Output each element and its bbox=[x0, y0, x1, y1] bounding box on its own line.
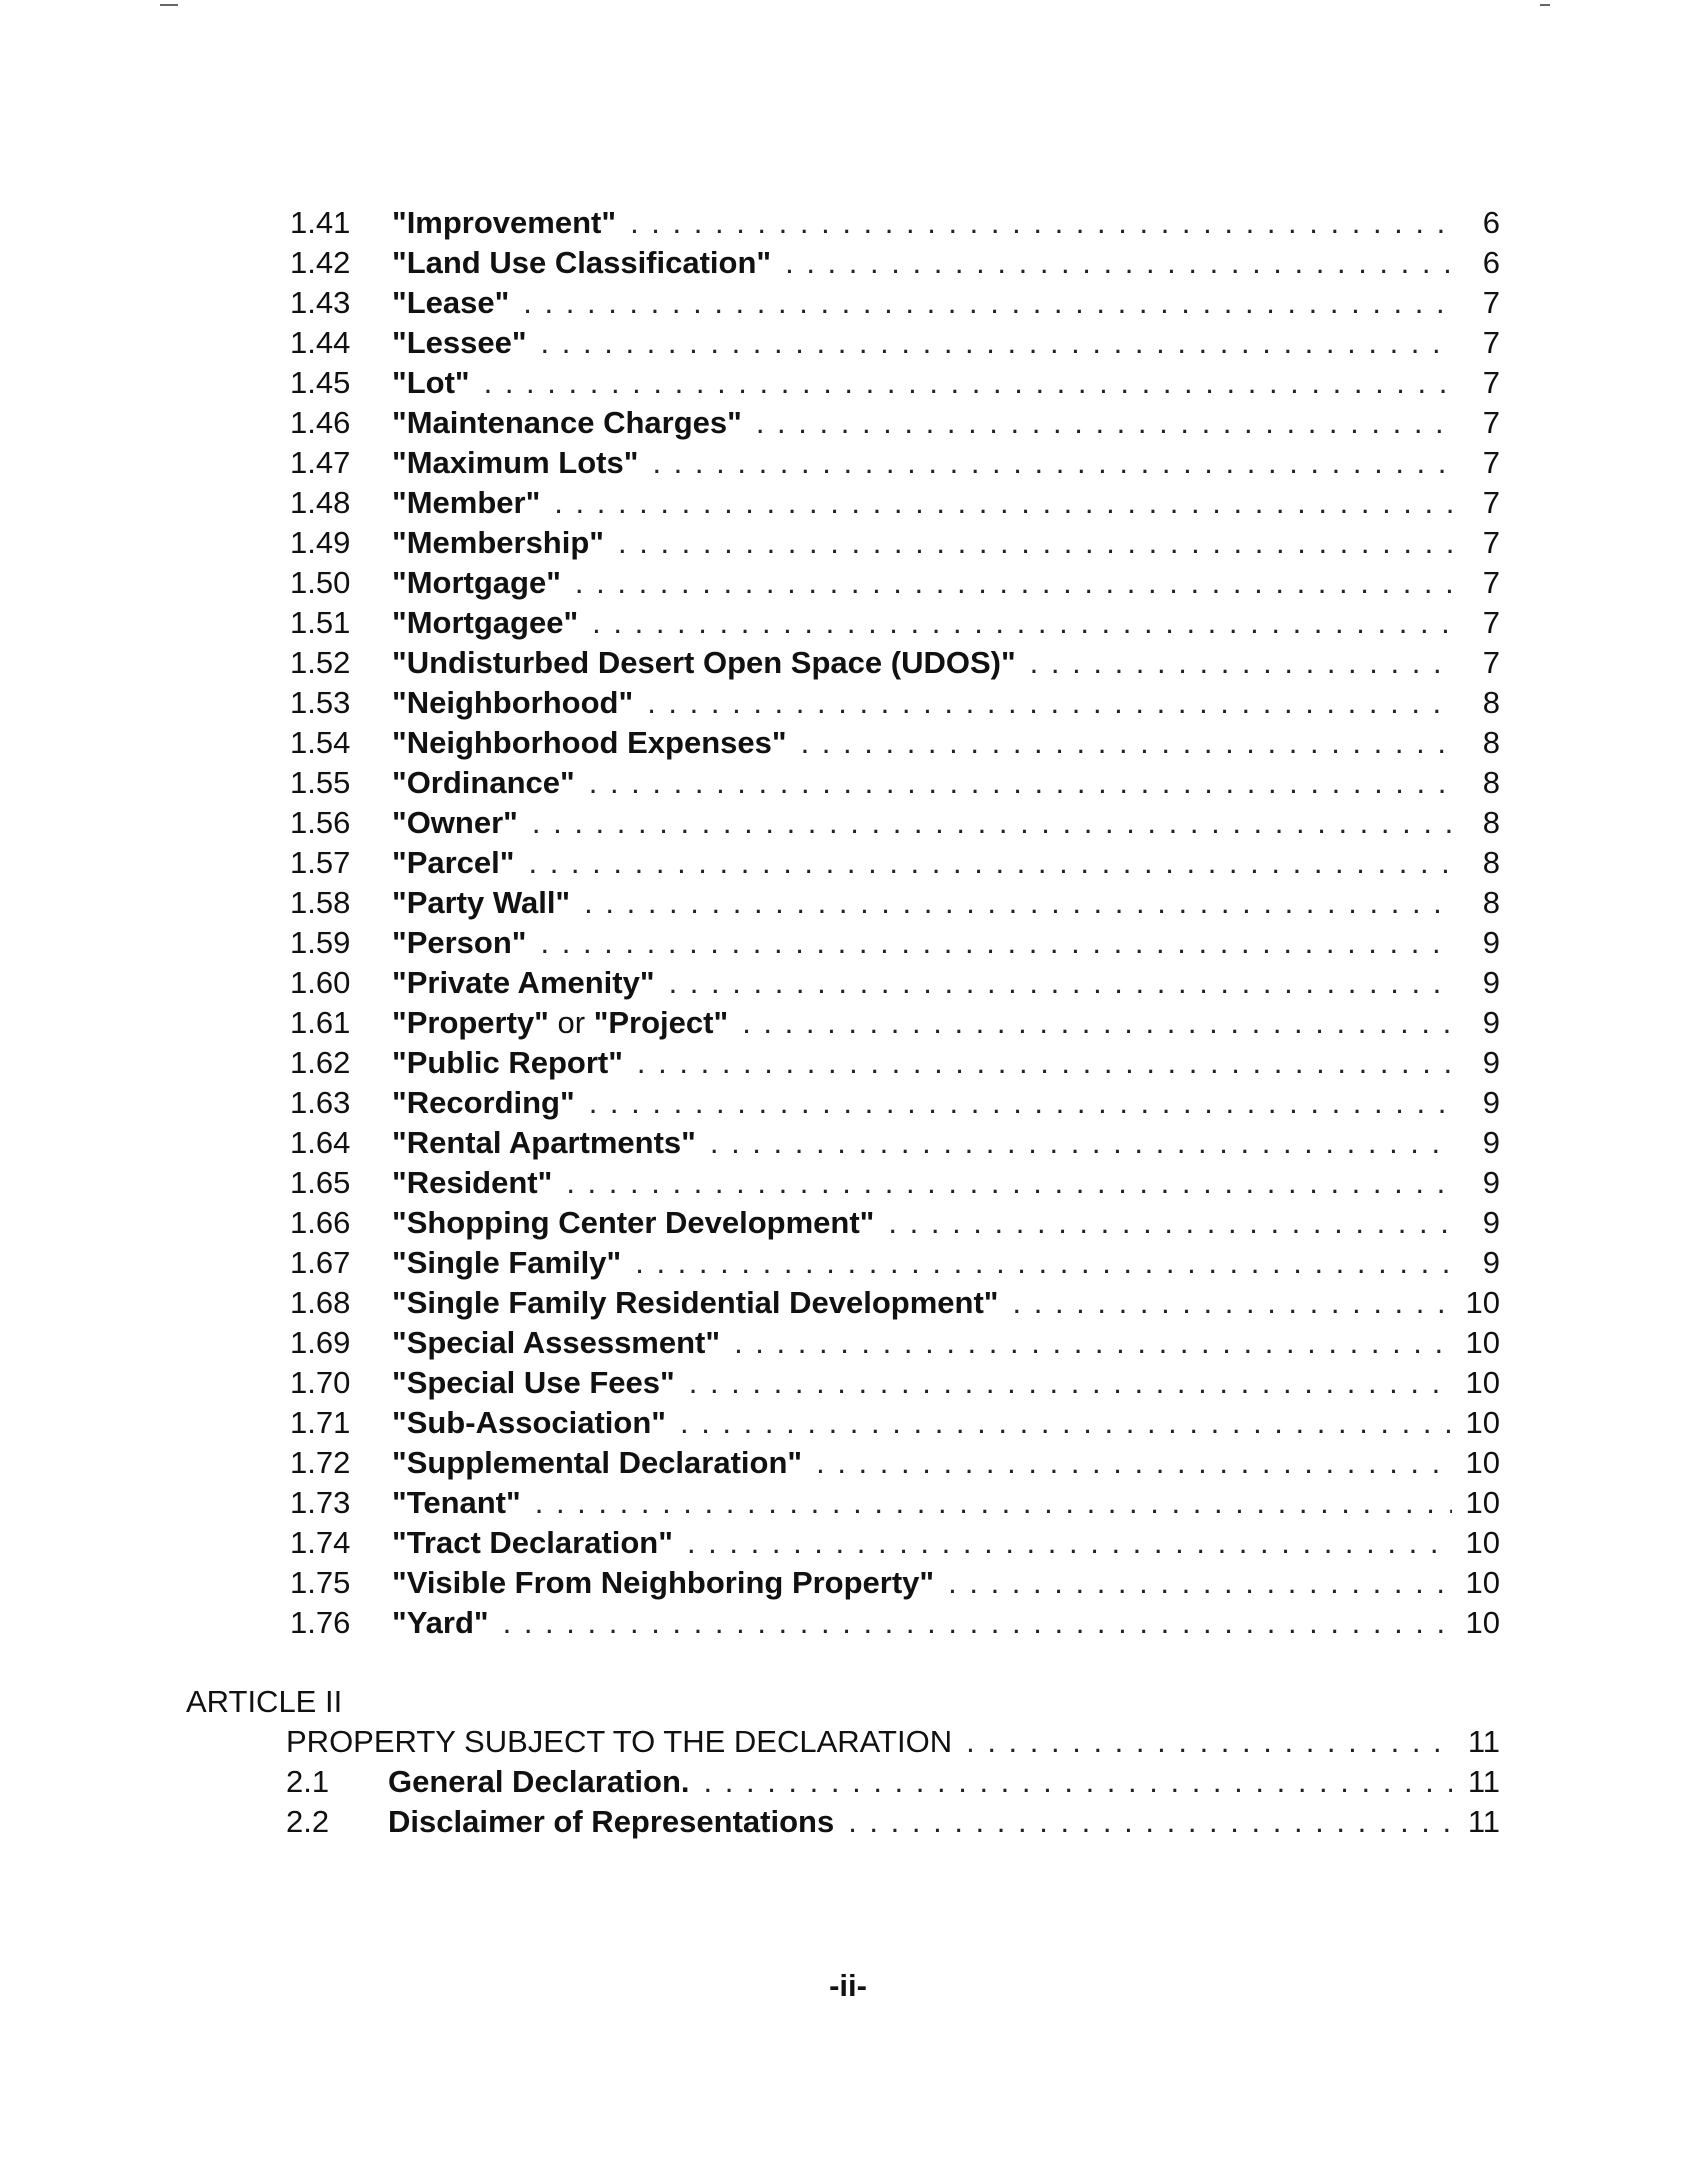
entry-page: 11 bbox=[1467, 1764, 1500, 1799]
entry-title: "Mortgage" bbox=[392, 565, 561, 600]
entry-page: 6 bbox=[1482, 245, 1500, 280]
entry-page: 7 bbox=[1482, 565, 1500, 600]
dot-leader bbox=[541, 323, 1452, 363]
dot-leader bbox=[689, 1363, 1452, 1403]
article-label: ARTICLE II bbox=[186, 1684, 343, 1719]
toc-entry[interactable] bbox=[290, 683, 1500, 723]
entry-number: 1.45 bbox=[290, 365, 351, 400]
dot-leader bbox=[635, 1243, 1452, 1283]
toc-entry[interactable] bbox=[290, 1243, 1500, 1283]
entry-number: 1.54 bbox=[290, 725, 351, 760]
dot-leader bbox=[637, 1043, 1452, 1083]
entry-number: 1.63 bbox=[290, 1085, 351, 1120]
toc-entry[interactable] bbox=[290, 1163, 1500, 1203]
entry-title: "Resident" bbox=[392, 1165, 553, 1200]
entry-page: 7 bbox=[1482, 525, 1500, 560]
entry-page: 7 bbox=[1482, 285, 1500, 320]
entry-page: 7 bbox=[1482, 405, 1500, 440]
toc-entry[interactable] bbox=[290, 603, 1500, 643]
entry-title: "Maximum Lots" bbox=[392, 445, 639, 480]
entry-number: 1.66 bbox=[290, 1205, 351, 1240]
entry-page: 9 bbox=[1482, 1085, 1500, 1120]
entry-page: 10 bbox=[1465, 1605, 1500, 1640]
entry-title: "Yard" bbox=[392, 1605, 489, 1640]
dot-leader bbox=[652, 443, 1452, 483]
toc-entry[interactable] bbox=[290, 643, 1500, 683]
entry-title-conjunction: or bbox=[548, 1005, 594, 1040]
toc-entry[interactable] bbox=[290, 1603, 1500, 1643]
entry-number: 1.64 bbox=[290, 1125, 351, 1160]
dot-leader bbox=[669, 963, 1452, 1003]
toc-entry[interactable] bbox=[290, 243, 1500, 283]
dot-leader bbox=[966, 1722, 1452, 1762]
toc-entry[interactable] bbox=[290, 803, 1500, 843]
toc-entry[interactable] bbox=[286, 1762, 1500, 1802]
entry-page: 7 bbox=[1482, 445, 1500, 480]
toc-entry[interactable] bbox=[290, 1123, 1500, 1163]
dot-leader bbox=[523, 283, 1452, 323]
dot-leader bbox=[647, 683, 1452, 723]
toc-entry[interactable] bbox=[290, 1083, 1500, 1123]
entry-page: 10 bbox=[1465, 1365, 1500, 1400]
entry-number: 1.69 bbox=[290, 1325, 351, 1360]
entry-page: 10 bbox=[1465, 1325, 1500, 1360]
entry-number: 1.51 bbox=[290, 605, 351, 640]
toc-entry[interactable] bbox=[290, 483, 1500, 523]
entry-number: 1.55 bbox=[290, 765, 351, 800]
entry-title: "Visible From Neighboring Property" bbox=[392, 1565, 935, 1600]
entry-number: 1.59 bbox=[290, 925, 351, 960]
entry-page: 8 bbox=[1482, 885, 1500, 920]
entry-page: 8 bbox=[1482, 725, 1500, 760]
entry-number: 1.52 bbox=[290, 645, 351, 680]
dot-leader bbox=[484, 363, 1452, 403]
entry-page: 8 bbox=[1482, 685, 1500, 720]
entry-page: 10 bbox=[1465, 1485, 1500, 1520]
entry-number: 1.57 bbox=[290, 845, 351, 880]
dot-leader bbox=[801, 723, 1452, 763]
entry-title: "Mortgagee" bbox=[392, 605, 579, 640]
entry-number: 1.65 bbox=[290, 1165, 351, 1200]
dot-leader bbox=[592, 603, 1452, 643]
entry-title: "Land Use Classification" bbox=[392, 245, 772, 280]
dot-leader bbox=[618, 523, 1452, 563]
entry-number: 1.76 bbox=[290, 1605, 351, 1640]
entry-title: "Shopping Center Development" bbox=[392, 1205, 875, 1240]
dot-leader bbox=[1030, 643, 1452, 683]
entry-title: "Membership" bbox=[392, 525, 604, 560]
toc-entry[interactable] bbox=[290, 443, 1500, 483]
toc-entry[interactable] bbox=[290, 1203, 1500, 1243]
entry-number: 1.72 bbox=[290, 1445, 351, 1480]
entry-title: "Lot" bbox=[392, 365, 470, 400]
dot-leader bbox=[554, 483, 1452, 523]
dot-leader bbox=[680, 1403, 1452, 1443]
entry-title: "Special Use Fees" bbox=[392, 1365, 675, 1400]
toc-entry[interactable] bbox=[290, 203, 1500, 243]
entry-number: 2.1 bbox=[286, 1764, 330, 1799]
entry-number: 1.44 bbox=[290, 325, 351, 360]
entry-title: "Single Family" bbox=[392, 1245, 622, 1280]
entry-title: "Party Wall" bbox=[392, 885, 571, 920]
dot-leader bbox=[734, 1323, 1451, 1363]
dot-leader bbox=[710, 1123, 1452, 1163]
dot-leader bbox=[584, 883, 1452, 923]
dot-leader bbox=[575, 563, 1452, 603]
entry-number: 1.49 bbox=[290, 525, 351, 560]
entry-number: 1.53 bbox=[290, 685, 351, 720]
entry-title: "Parcel" bbox=[392, 845, 515, 880]
entry-title: "Tract Declaration" bbox=[392, 1525, 673, 1560]
dot-leader bbox=[535, 1483, 1452, 1523]
dot-leader bbox=[888, 1203, 1452, 1243]
entry-page: 9 bbox=[1482, 1045, 1500, 1080]
entry-page: 9 bbox=[1482, 1165, 1500, 1200]
dot-leader bbox=[704, 1762, 1452, 1802]
entry-title: "Lessee" bbox=[392, 325, 527, 360]
dot-leader bbox=[630, 203, 1452, 243]
toc-entry[interactable] bbox=[290, 1043, 1500, 1083]
entry-title: "Maintenance Charges" bbox=[392, 405, 742, 440]
entry-page: 11 bbox=[1467, 1804, 1500, 1839]
toc-entry[interactable] bbox=[290, 1283, 1500, 1323]
entry-title: "Supplemental Declaration" bbox=[392, 1445, 803, 1480]
entry-title: "Member" bbox=[392, 485, 541, 520]
entry-number: 1.75 bbox=[290, 1565, 351, 1600]
toc-entry[interactable] bbox=[290, 963, 1500, 1003]
entry-number: 1.56 bbox=[290, 805, 351, 840]
entry-number: 1.73 bbox=[290, 1485, 351, 1520]
entry-title-part: "Property" bbox=[392, 1005, 549, 1040]
entry-page: 10 bbox=[1465, 1525, 1500, 1560]
toc-entry[interactable] bbox=[290, 523, 1500, 563]
toc-entry[interactable] bbox=[290, 1523, 1500, 1563]
entry-page: 9 bbox=[1482, 1005, 1500, 1040]
toc-entry[interactable] bbox=[290, 1443, 1500, 1483]
toc-entry[interactable] bbox=[290, 323, 1500, 363]
entry-number: 2.2 bbox=[286, 1804, 330, 1839]
entry-page: 7 bbox=[1482, 645, 1500, 680]
toc-entry[interactable] bbox=[286, 1802, 1500, 1842]
entry-title: "Special Assessment" bbox=[392, 1325, 721, 1360]
toc-entry[interactable] bbox=[290, 1563, 1500, 1603]
entry-title: General Declaration. bbox=[388, 1764, 690, 1799]
entry-page: 10 bbox=[1465, 1445, 1500, 1480]
dot-leader bbox=[687, 1523, 1452, 1563]
toc-entry[interactable] bbox=[290, 923, 1500, 963]
article-heading-page: 11 bbox=[1467, 1724, 1500, 1759]
dot-leader bbox=[528, 843, 1452, 883]
toc-entry[interactable] bbox=[290, 1003, 1500, 1043]
toc-entry[interactable] bbox=[290, 883, 1500, 923]
entry-number: 1.58 bbox=[290, 885, 351, 920]
entry-title: "Neighborhood" bbox=[392, 685, 634, 720]
entry-title bbox=[392, 1003, 742, 1043]
entry-title: "Owner" bbox=[392, 805, 518, 840]
article-heading: PROPERTY SUBJECT TO THE DECLARATION bbox=[286, 1724, 953, 1759]
dot-leader bbox=[566, 1163, 1452, 1203]
entry-title-part: "Project" bbox=[593, 1005, 729, 1040]
dot-leader bbox=[785, 243, 1452, 283]
toc-entry[interactable] bbox=[290, 1323, 1500, 1363]
entry-page: 8 bbox=[1482, 805, 1500, 840]
entry-number: 1.43 bbox=[290, 285, 351, 320]
entry-number: 1.41 bbox=[290, 205, 351, 240]
toc-entry[interactable] bbox=[290, 723, 1500, 763]
entry-number: 1.60 bbox=[290, 965, 351, 1000]
page-number-footer: -ii- bbox=[829, 1968, 867, 2003]
toc-entry[interactable] bbox=[290, 363, 1500, 403]
entry-page: 9 bbox=[1482, 1125, 1500, 1160]
article-heading-entry[interactable] bbox=[286, 1722, 1500, 1762]
entry-title: "Tenant" bbox=[392, 1485, 521, 1520]
entry-title: "Recording" bbox=[392, 1085, 575, 1120]
entry-title: "Lease" bbox=[392, 285, 510, 320]
toc-entry[interactable] bbox=[290, 843, 1500, 883]
entry-title: "Undisturbed Desert Open Space (UDOS)" bbox=[392, 645, 1016, 680]
scan-artifact bbox=[160, 4, 178, 6]
entry-page: 10 bbox=[1465, 1285, 1500, 1320]
entry-title: "Private Amenity" bbox=[392, 965, 655, 1000]
entry-page: 8 bbox=[1482, 845, 1500, 880]
entry-page: 7 bbox=[1482, 325, 1500, 360]
entry-number: 1.71 bbox=[290, 1405, 351, 1440]
dot-leader bbox=[503, 1603, 1452, 1643]
entry-page: 6 bbox=[1482, 205, 1500, 240]
entry-page: 7 bbox=[1482, 365, 1500, 400]
toc-entry[interactable] bbox=[290, 1403, 1500, 1443]
dot-leader bbox=[816, 1443, 1451, 1483]
toc-entry[interactable] bbox=[290, 1483, 1500, 1523]
entry-title: "Rental Apartments" bbox=[392, 1125, 696, 1160]
entry-page: 9 bbox=[1482, 965, 1500, 1000]
toc-entry[interactable] bbox=[290, 403, 1500, 443]
entry-number: 1.74 bbox=[290, 1525, 351, 1560]
entry-number: 1.70 bbox=[290, 1365, 351, 1400]
dot-leader bbox=[541, 923, 1453, 963]
dot-leader bbox=[948, 1563, 1451, 1603]
entry-title: "Neighborhood Expenses" bbox=[392, 725, 787, 760]
entry-title: "Single Family Residential Development" bbox=[392, 1285, 999, 1320]
entry-number: 1.61 bbox=[290, 1005, 351, 1040]
entry-page: 8 bbox=[1482, 765, 1500, 800]
entry-title: "Ordinance" bbox=[392, 765, 575, 800]
entry-page: 7 bbox=[1482, 605, 1500, 640]
dot-leader bbox=[848, 1802, 1452, 1842]
entry-number: 1.68 bbox=[290, 1285, 351, 1320]
entry-title: "Improvement" bbox=[392, 205, 617, 240]
entry-number: 1.46 bbox=[290, 405, 351, 440]
dot-leader bbox=[1013, 1283, 1452, 1323]
toc-entry[interactable] bbox=[290, 283, 1500, 323]
dot-leader bbox=[589, 1083, 1452, 1123]
dot-leader bbox=[742, 1003, 1452, 1043]
toc-entry[interactable] bbox=[290, 563, 1500, 603]
entry-number: 1.48 bbox=[290, 485, 351, 520]
scan-artifact bbox=[1540, 4, 1550, 6]
entry-page: 9 bbox=[1482, 1205, 1500, 1240]
entry-title: Disclaimer of Representations bbox=[388, 1804, 835, 1839]
entry-page: 7 bbox=[1482, 485, 1500, 520]
dot-leader bbox=[532, 803, 1452, 843]
entry-page: 9 bbox=[1482, 925, 1500, 960]
dot-leader bbox=[589, 763, 1452, 803]
entry-number: 1.67 bbox=[290, 1245, 351, 1280]
entry-title: "Person" bbox=[392, 925, 527, 960]
toc-entry[interactable] bbox=[290, 1363, 1500, 1403]
entry-number: 1.42 bbox=[290, 245, 351, 280]
entry-page: 9 bbox=[1482, 1245, 1500, 1280]
entry-number: 1.50 bbox=[290, 565, 351, 600]
entry-page: 10 bbox=[1465, 1565, 1500, 1600]
entry-title: "Sub-Association" bbox=[392, 1405, 666, 1440]
entry-number: 1.62 bbox=[290, 1045, 351, 1080]
toc-entry[interactable] bbox=[290, 763, 1500, 803]
entry-number: 1.47 bbox=[290, 445, 351, 480]
entry-page: 10 bbox=[1465, 1405, 1500, 1440]
dot-leader bbox=[756, 403, 1452, 443]
entry-title: "Public Report" bbox=[392, 1045, 623, 1080]
